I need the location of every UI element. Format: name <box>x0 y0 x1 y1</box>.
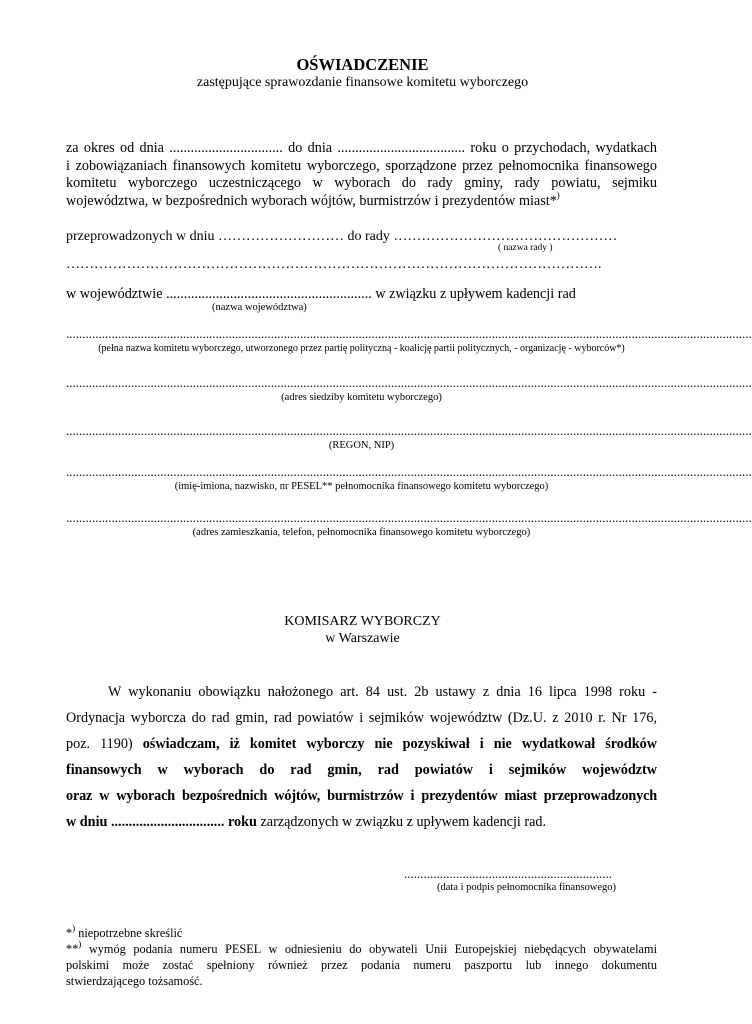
statement-line-6: w dniu ................................ roku zarządzonych w związku z upływem kadencji rad. <box>66 814 547 830</box>
statement-line-4: finansowych w wyborach do rad gmin, rad powiatów i sejmików województw <box>66 762 657 778</box>
intro-line-4: województwa, w bezpośrednich wyborach wójtów, burmistrzów i prezydentów miast*) <box>66 189 560 209</box>
rada-caption: ( nazwa rady ) <box>498 243 553 253</box>
continuation-dotted-line: ……………………………………………………………………………………………………. <box>66 257 602 272</box>
document-subtitle: zastępujące sprawozdanie finansowe komitetu wyborczego <box>196 75 529 90</box>
footnote-2-line-1: **) wymóg podania numeru PESEL w odniesieniu do obywateli Unii Europejskiej niebędących obywatelami <box>66 938 657 956</box>
committee-address-caption: (adres siedziby komitetu wyborczego) <box>281 392 442 403</box>
agent-address-dotted-line: ................................................................................................................................................................................................................... <box>66 510 752 525</box>
regon-nip-caption: (REGON, NIP) <box>328 440 395 451</box>
voivodeship-field: w województwie .......................................................... w związku z upływem kadencji rad <box>66 286 576 302</box>
signature-dotted-line: ................................................................ <box>404 866 612 881</box>
signature-caption: (data i podpis pełnomocnika finansowego) <box>437 882 617 893</box>
footnote-1: *) niepotrzebne skreślić <box>66 922 183 940</box>
intro-line-2: i zobowiązaniach finansowych komitetu wyborczego, sporządzone przez pełnomocnika finansowego <box>66 157 657 174</box>
footnotes <box>66 922 657 989</box>
committee-address-dotted-line: ................................................................................................................................................................................................................... <box>66 375 752 390</box>
footnote-2-line-2: polskimi może zostać spełniony również przez podania numeru paszportu lub innego dokumentu <box>66 958 657 972</box>
agent-identity-caption: (imię-imiona, nazwisko, nr PESEL** pełnomocnika finansowego komitetu wyborczego) <box>174 481 549 492</box>
addressee-title: KOMISARZ WYBORCZY <box>284 614 441 629</box>
intro-line-1: za okres od dnia ................................ do dnia .................................... roku o przychodach, wydatkach <box>66 140 657 156</box>
statement-paragraph <box>66 679 657 835</box>
statement-line-3: poz. 1190) oświadczam, iż komitet wyborczy nie pozyskiwał i nie wydatkował środków <box>66 736 658 752</box>
intro-paragraph <box>66 140 657 210</box>
voivodeship-caption: (nazwa województwa) <box>212 302 307 313</box>
agent-identity-dotted-line: ................................................................................................................................................................................................................... <box>66 464 752 479</box>
statement-line-1: W wykonaniu obowiązku nałożonego art. 84 ust. 2b ustawy z dnia 16 lipca 1998 roku - <box>108 684 657 700</box>
committee-name-caption: (pełna nazwa komitetu wyborczego, utworzonego przez partię polityczną - koalicję partii politycznych, - organizację - wyborców*) <box>98 343 625 354</box>
regon-nip-dotted-line: ................................................................................................................................................................................................................... <box>66 423 752 438</box>
document-title: OŚWIADCZENIE <box>296 55 429 74</box>
agent-address-caption: (adres zamieszkania, telefon, pełnomocnika finansowego komitetu wyborczego) <box>192 527 531 538</box>
intro-line-3: komitetu wyborczego uczestniczącego w wyborach do rady gminy, rady powiatu, sejmiku <box>66 175 657 191</box>
statement-line-5: oraz w wyborach bezpośrednich wójtów, burmistrzów i prezydentów miast przeprowadzonych <box>66 788 657 804</box>
footnote-2-line-3: stwierdzającego tożsamość. <box>66 974 203 988</box>
committee-name-dotted-line: ................................................................................................................................................................................................................... <box>66 326 752 341</box>
statement-line-2: Ordynacja wyborcza do rad gmin, rad powiatów i sejmików województw (Dz.U. z 2010 r. Nr 176, <box>66 710 657 726</box>
addressee-city: w Warszawie <box>325 631 400 646</box>
election-date-field: przeprowadzonych w dniu ……………………… do rady ………………………………………… <box>66 229 618 244</box>
